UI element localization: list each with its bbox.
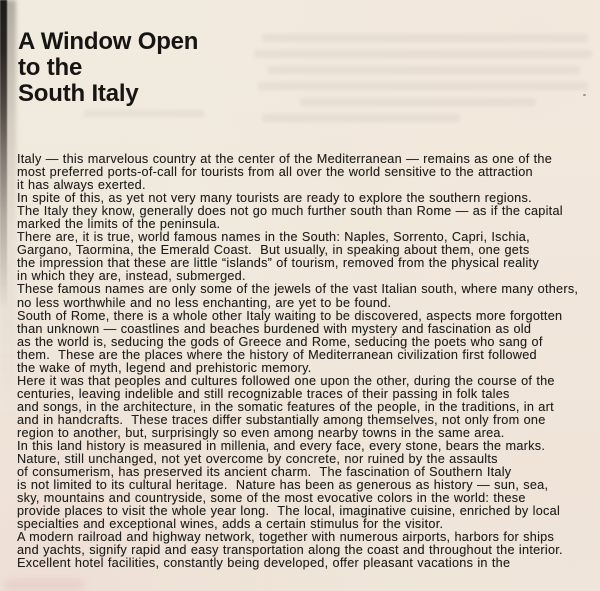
scan-smudge	[4, 580, 84, 590]
text-line: the impression that these are little “islands” of tourism, removed from the physical reality	[17, 256, 539, 271]
page-title-line: A Window Open	[18, 28, 199, 56]
text-line: is not limited to its cultural heritage. Nature has been as generous as history — sun, sea,	[17, 478, 549, 493]
page-title-line: to the	[18, 54, 83, 82]
paragraph	[17, 453, 593, 531]
text-line: centuries, leaving indelible and still recognizable traces of their passing in folk tales	[17, 386, 510, 401]
text-line: specialties and exceptional wines, adds a certain stimulus for the visitor.	[17, 517, 444, 532]
paragraph	[17, 310, 593, 375]
print-bleed-artifact	[262, 34, 588, 42]
text-line: the wake of myth, legend and prehistoric memory.	[17, 360, 312, 375]
paragraph	[17, 531, 593, 570]
page-title-line: South Italy	[18, 80, 139, 108]
scan-edge-shadow	[0, 0, 7, 310]
text-line: There are, it is true, world famous names in the South: Naples, Sorrento, Capri, Ischia,	[17, 230, 530, 245]
text-line: These famous names are only some of the jewels of the vast Italian south, where many others,	[17, 282, 579, 297]
text-line: and in handcrafts. These traces differ substantially among themselves, not only from one	[17, 412, 546, 427]
text-line: In this land history is measured in millenia, and every face, every stone, bears the marks.	[17, 439, 546, 454]
scan-speck	[583, 94, 586, 96]
article-body	[17, 153, 593, 571]
text-line: Gargano, Taormina, the Emerald Coast. But usually, in speaking about them, one gets	[17, 243, 530, 258]
text-line: region to another, but, surprisingly so even among nearby towns in the same area.	[17, 425, 505, 440]
text-line: than unknown — coastlines and beaches burdened with mystery and fascination as old	[17, 321, 532, 336]
text-line: Nature, still unchanged, not yet overcome by concrete, nor ruined by the assaults	[17, 452, 498, 467]
paragraph	[17, 192, 593, 231]
text-line: In spite of this, as yet not very many tourists are ready to explore the southern regions.	[17, 191, 532, 206]
text-line: most preferred ports-of-call for tourists from all over the world sensitive to the attraction	[17, 165, 533, 180]
print-bleed-artifact	[268, 66, 580, 74]
paragraph	[17, 231, 593, 283]
text-line: no less worthwhile and no less enchanting, are yet to be found.	[17, 295, 392, 310]
text-line: it has always exerted.	[17, 178, 146, 193]
print-bleed-artifact	[262, 114, 460, 122]
text-line: Here it was that peoples and cultures followed one upon the other, during the course of the	[17, 373, 555, 388]
text-line: Excellent hotel facilities, constantly being developed, offer pleasant vacations in the	[17, 556, 511, 571]
text-line: sky, mountains and countryside, some of the most evocative colors in the world: these	[17, 491, 526, 506]
text-line: them. These are the places where the history of Mediterranean civilization first followed	[17, 347, 537, 362]
print-bleed-artifact	[258, 82, 588, 90]
paragraph	[17, 375, 593, 440]
text-line: Italy — this marvelous country at the center of the Mediterranean — remains as one of the	[17, 152, 553, 166]
paragraph	[17, 283, 593, 309]
print-bleed-artifact	[84, 110, 204, 117]
text-line: The Italy they know, generally does not go much further south than Rome — as if the capital	[17, 204, 563, 219]
text-line: of consumerism, has preserved its ancient charm. The fascination of Southern Italy	[17, 465, 512, 480]
paragraph	[17, 153, 593, 192]
text-line: South of Rome, there is a whole other Italy waiting to be discovered, aspects more forgotten	[17, 308, 563, 323]
text-line: and yachts, signify rapid and easy transportation along the coast and throughout the interior.	[17, 543, 563, 558]
print-bleed-artifact	[300, 98, 536, 106]
text-line: provide places to visit the whole year long. The local, imaginative cuisine, enriched by local	[17, 504, 561, 519]
text-line: in which they are, instead, submerged.	[17, 269, 246, 284]
text-line: marked the limits of the peninsula.	[17, 217, 221, 232]
text-line: and songs, in the architecture, in the somatic features of the people, in the traditions, in art	[17, 399, 554, 414]
print-bleed-artifact	[254, 50, 592, 58]
text-line: as the world is, seducing the gods of Greece and Rome, seducing the poets who sang of	[17, 334, 543, 349]
text-line: A modern railroad and highway network, together with numerous airports, harbors for ships	[17, 530, 555, 545]
page-title	[18, 29, 198, 107]
